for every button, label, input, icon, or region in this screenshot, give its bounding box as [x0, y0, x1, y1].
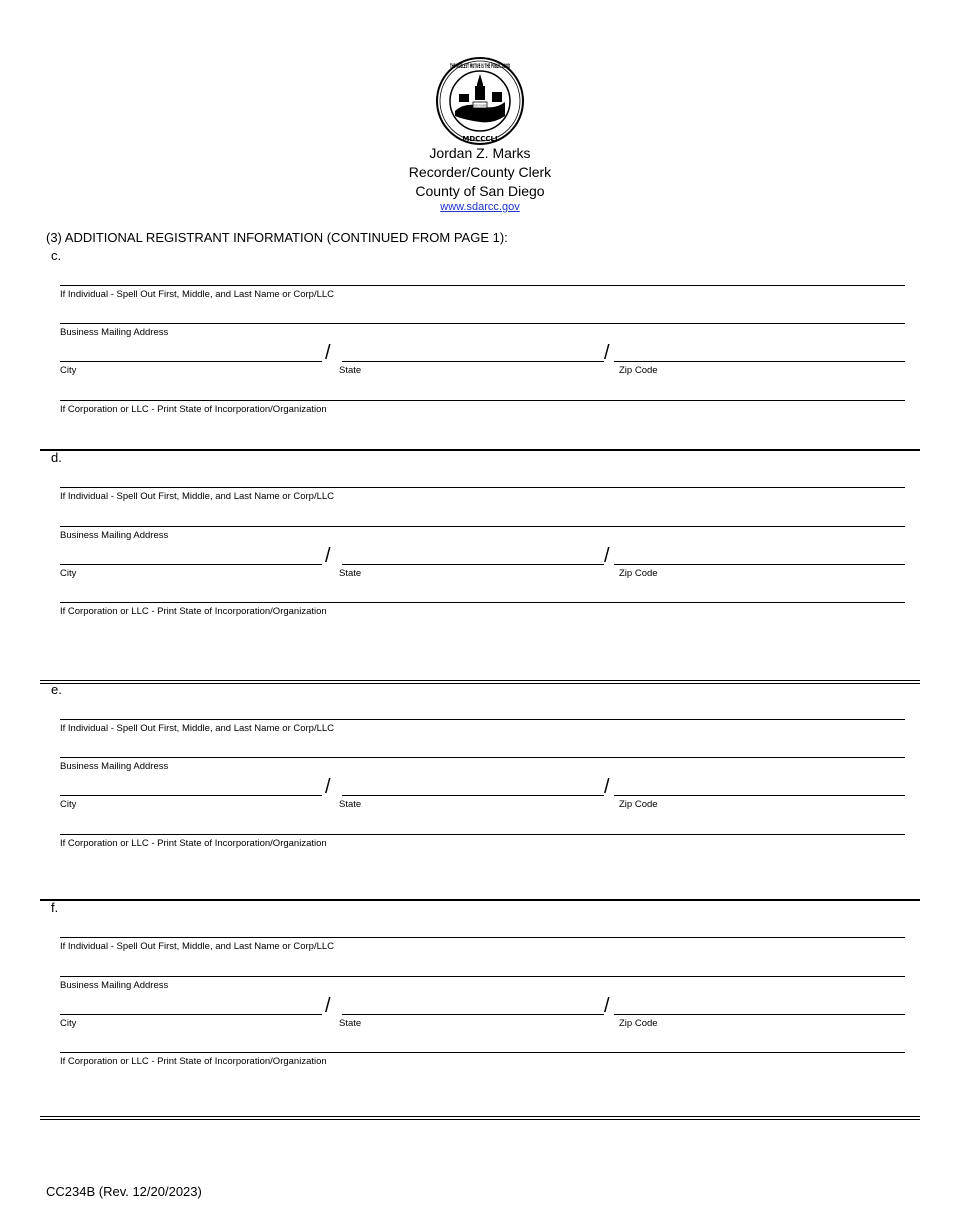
- seal-year: MDCCCLI: [462, 135, 498, 143]
- slash-separator: /: [604, 342, 610, 364]
- slash-separator: /: [325, 342, 331, 364]
- registrant-letter: f.: [51, 900, 59, 915]
- slash-separator: /: [325, 776, 331, 798]
- website-link-container: [0, 201, 960, 213]
- recorder-title: Recorder/County Clerk: [408, 164, 552, 180]
- slash-separator: /: [604, 545, 610, 567]
- section-divider: [40, 899, 920, 901]
- address-label: Business Mailing Address: [60, 761, 169, 772]
- zip-field[interactable]: [614, 564, 905, 565]
- incorporation-label: If Corporation or LLC - Print State of Incorporation/Organization: [60, 1056, 327, 1067]
- name-field[interactable]: [60, 937, 905, 938]
- slash-separator: /: [604, 776, 610, 798]
- incorporation-field[interactable]: [60, 834, 905, 835]
- city-field[interactable]: [60, 795, 322, 796]
- registrant-letter: e.: [51, 682, 62, 697]
- form-number: CC234B (Rev. 12/20/2023): [46, 1184, 202, 1199]
- zip-field[interactable]: [614, 361, 905, 362]
- registrant-letter: d.: [51, 450, 62, 465]
- state-field[interactable]: [342, 361, 604, 362]
- name-label: If Individual - Spell Out First, Middle, and Last Name or Corp/LLC: [60, 941, 335, 952]
- zip-label: Zip Code: [619, 799, 658, 810]
- city-field[interactable]: [60, 1014, 322, 1015]
- state-label: State: [339, 799, 362, 810]
- city-label: City: [60, 365, 77, 376]
- city-label: City: [60, 799, 77, 810]
- address-label: Business Mailing Address: [60, 530, 169, 541]
- incorporation-field[interactable]: [60, 400, 905, 401]
- name-label: If Individual - Spell Out First, Middle, and Last Name or Corp/LLC: [60, 491, 335, 502]
- incorporation-label: If Corporation or LLC - Print State of Incorporation/Organization: [60, 404, 327, 415]
- name-label: If Individual - Spell Out First, Middle, and Last Name or Corp/LLC: [60, 289, 335, 300]
- slash-separator: /: [604, 995, 610, 1017]
- county-seal-icon: [435, 56, 525, 146]
- incorporation-label: If Corporation or LLC - Print State of Incorporation/Organization: [60, 838, 327, 849]
- seal-center-text: COUNTY OF SAN DIEGO: [473, 103, 487, 108]
- zip-label: Zip Code: [619, 1018, 658, 1029]
- name-field[interactable]: [60, 719, 905, 720]
- city-label: City: [60, 568, 77, 579]
- zip-label: Zip Code: [619, 365, 658, 376]
- address-label: Business Mailing Address: [60, 980, 169, 991]
- zip-label: Zip Code: [619, 568, 658, 579]
- incorporation-label: If Corporation or LLC - Print State of Incorporation/Organization: [60, 606, 327, 617]
- section-title: (3) ADDITIONAL REGISTRANT INFORMATION (CONTINUED FROM PAGE 1):: [46, 230, 508, 245]
- state-label: State: [339, 1018, 362, 1029]
- county-name: County of San Diego: [415, 183, 545, 199]
- incorporation-field[interactable]: [60, 1052, 905, 1053]
- seal-motto: THE NOBLEST MOTIVE IS THE PUBLIC GOOD: [450, 63, 511, 70]
- state-label: State: [339, 568, 362, 579]
- city-field[interactable]: [60, 564, 322, 565]
- state-field[interactable]: [342, 795, 604, 796]
- state-field[interactable]: [342, 1014, 604, 1015]
- slash-separator: /: [325, 545, 331, 567]
- address-field[interactable]: [60, 757, 905, 758]
- name-field[interactable]: [60, 487, 905, 488]
- state-field[interactable]: [342, 564, 604, 565]
- section-divider-double: [40, 680, 920, 684]
- address-field[interactable]: [60, 976, 905, 977]
- name-label: If Individual - Spell Out First, Middle, and Last Name or Corp/LLC: [60, 723, 335, 734]
- city-field[interactable]: [60, 361, 322, 362]
- address-field[interactable]: [60, 526, 905, 527]
- section-divider: [40, 449, 920, 451]
- city-label: City: [60, 1018, 77, 1029]
- section-divider-double: [40, 1116, 920, 1120]
- registrant-letter: c.: [51, 248, 62, 263]
- address-field[interactable]: [60, 323, 905, 324]
- address-label: Business Mailing Address: [60, 327, 169, 338]
- name-field[interactable]: [60, 285, 905, 286]
- state-label: State: [339, 365, 362, 376]
- incorporation-field[interactable]: [60, 602, 905, 603]
- recorder-name: Jordan Z. Marks: [429, 145, 531, 161]
- website-link[interactable]: www.sdarcc.gov: [440, 201, 520, 213]
- zip-field[interactable]: [614, 795, 905, 796]
- zip-field[interactable]: [614, 1014, 905, 1015]
- slash-separator: /: [325, 995, 331, 1017]
